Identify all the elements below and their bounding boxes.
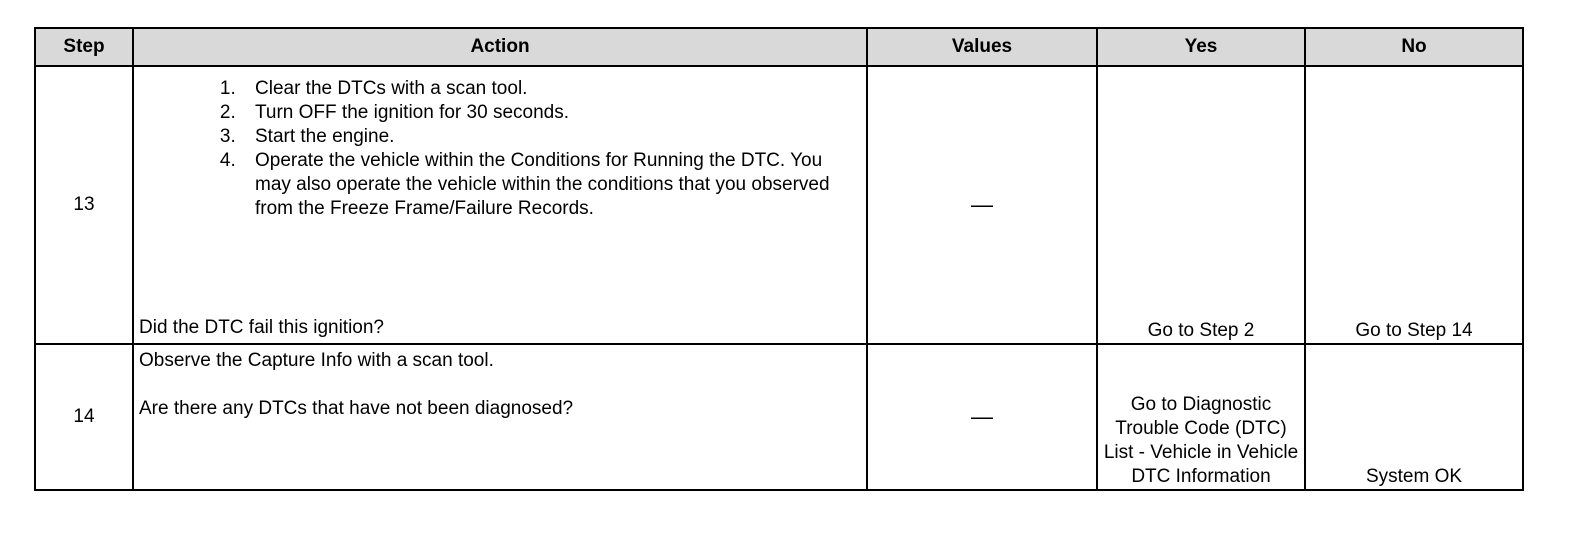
column-header-no: No <box>1305 28 1523 66</box>
action-question: Are there any DTCs that have not been diagnosed? <box>139 398 574 419</box>
column-header-step: Step <box>35 28 133 66</box>
column-header-action: Action <box>133 28 867 66</box>
step-number: 14 <box>35 344 133 490</box>
values-cell: — <box>867 344 1097 490</box>
step-number: 13 <box>35 66 133 344</box>
action-cell <box>133 344 867 490</box>
action-step-item: 2. Turn OFF the ignition for 30 seconds. <box>241 101 862 125</box>
action-step-item: 3. Start the engine. <box>241 125 862 149</box>
no-result: System OK <box>1305 344 1523 490</box>
table-row <box>35 344 1523 490</box>
table-header-row <box>35 28 1523 66</box>
action-step-item: 1. Clear the DTCs with a scan tool. <box>241 77 862 101</box>
column-header-values: Values <box>867 28 1097 66</box>
action-step-item: 4. Operate the vehicle within the Conditions for Running the DTC. You may also operate the vehicle within the conditions that you observed from the Freeze Frame/Failure Records. <box>241 149 862 221</box>
yes-result: Go to Diagnostic Trouble Code (DTC) List - Vehicle in Vehicle DTC Information <box>1097 344 1305 490</box>
yes-result: Go to Step 2 <box>1097 66 1305 344</box>
no-result: Go to Step 14 <box>1305 66 1523 344</box>
diagnostic-step-table <box>34 27 1524 491</box>
action-step-list <box>139 77 862 221</box>
spacer <box>139 373 862 397</box>
action-question: Did the DTC fail this ignition? <box>139 317 384 338</box>
table-row <box>35 66 1523 344</box>
values-cell: — <box>867 66 1097 344</box>
column-header-yes: Yes <box>1097 28 1305 66</box>
action-text: Observe the Capture Info with a scan tool. <box>139 350 494 371</box>
action-cell <box>133 66 867 344</box>
